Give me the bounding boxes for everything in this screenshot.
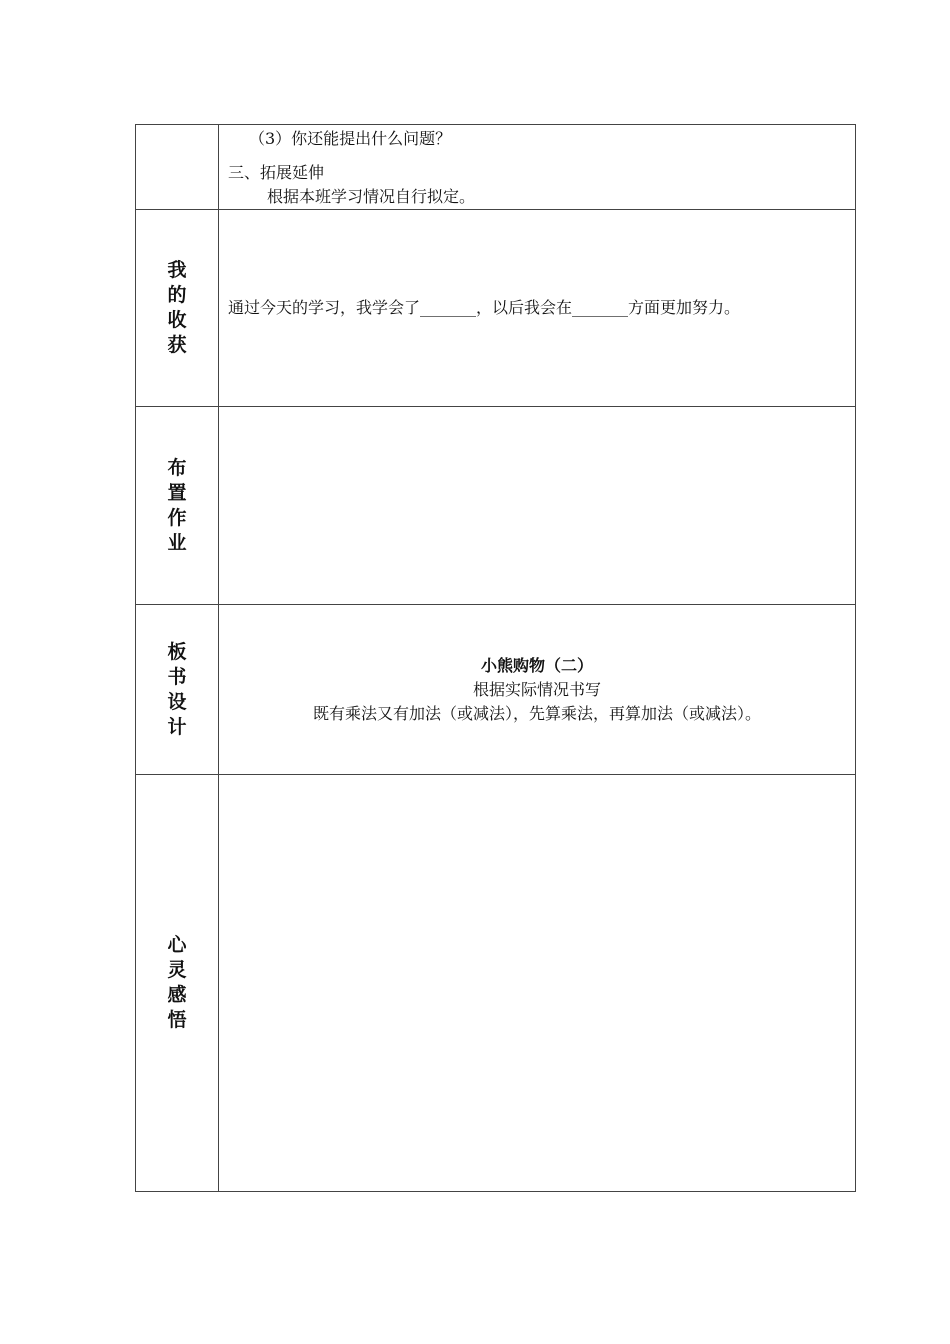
board-line-2: 既有乘法又有加法（或减法），先算乘法，再算加法（或减法）。 <box>312 703 761 723</box>
table-row <box>136 125 856 210</box>
section-3-heading: 三、拓展延伸 <box>228 163 325 182</box>
harvest-sentence: 通过今天的学习，我学会了_______，以后我会在_______方面更加努力。 <box>228 298 741 317</box>
row-label-reflection: 心灵感悟 <box>167 934 187 1031</box>
row-label-cell <box>136 210 219 407</box>
row-label-cell <box>136 125 219 210</box>
homework-content <box>219 407 856 605</box>
row-label-cell <box>136 605 219 775</box>
harvest-content <box>219 210 856 407</box>
row-label-cell <box>136 407 219 605</box>
continuation-content <box>219 125 856 210</box>
board-title: 小熊购物（二） <box>480 655 593 675</box>
section-3-body: 根据本班学习情况自行拟定。 <box>267 187 476 206</box>
row-label-harvest: 我的收获 <box>167 259 187 356</box>
table-row <box>136 605 856 775</box>
lesson-plan-table <box>135 124 856 1192</box>
question-3-text: （3）你还能提出什么问题？ <box>249 129 452 148</box>
reflection-content <box>219 775 856 1192</box>
row-label-cell <box>136 775 219 1192</box>
board-design-content <box>219 605 856 775</box>
row-label-board-design: 板书设计 <box>167 640 187 738</box>
row-label-homework: 布置作业 <box>167 456 187 554</box>
table-row <box>136 775 856 1192</box>
board-line-1: 根据实际情况书写 <box>472 679 601 699</box>
table-row <box>136 210 856 407</box>
table-row <box>136 407 856 605</box>
